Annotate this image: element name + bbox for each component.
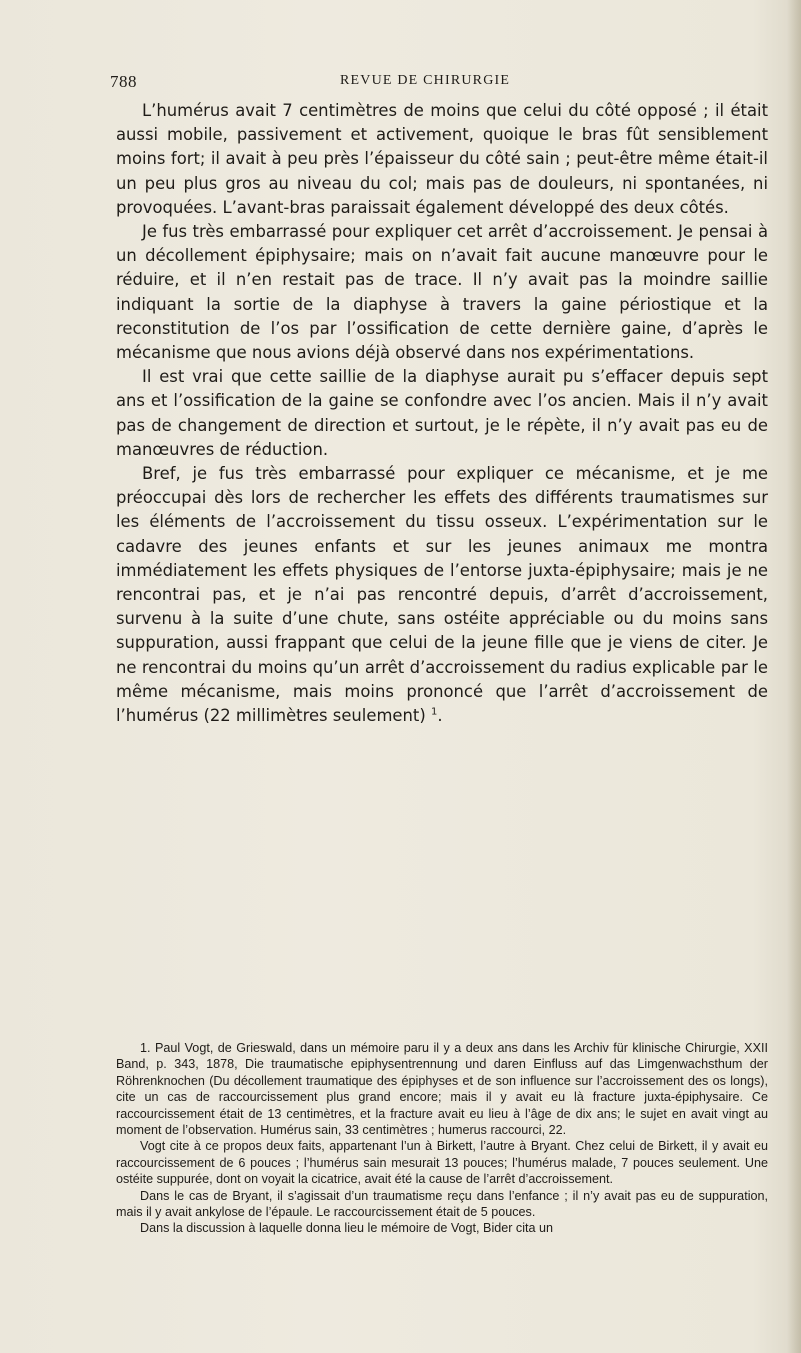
- paragraph-text: Bref, je fus très embarrassé pour expliquer ce mécanisme, et je me préoccupai dès lors de rechercher les effets des différents traumatismes sur les éléments de l’accroissement du tissu osseux. L’expérimentation sur le cadavre des jeunes enfants et sur les jeunes animaux me montra immédiatement les effets physiques de l’entorse juxta-épiphysaire; mais je ne rencontrai pas, et je n’ai pas rencontré depuis, d’arrêt d’accroissement, survenu à la suite d’une chute, sans ostéite appréciable ou du moins sans suppuration, aussi frappant que celui de la jeune fille que je viens de citer. Je ne rencontrai du moins qu’un arrêt d’accroissement du radius explicable par le même mécanisme, mais moins prononcé que l’arrêt d’accroissement de l’humérus (22 millimètres seulement): [116, 464, 768, 726]
- footnote-paragraph: Dans la discussion à laquelle donna lieu le mémoire de Vogt, Bider cita un: [140, 1221, 554, 1236]
- page-edge-shadow: [787, 0, 801, 1353]
- page-number: 788: [110, 72, 137, 91]
- main-text: [116, 99, 768, 728]
- footnotes: [116, 1040, 768, 1237]
- running-title: REVUE DE CHIRURGIE: [340, 73, 511, 88]
- paragraph: Je fus très embarrassé pour expliquer cet arrêt d’accroissement. Je pensai à un décollement épiphysaire; mais on n’avait fait aucune manœuvre pour le réduire, et il n’en restait pas de trace. Il n’y avait pas la moindre saillie indiquant la sortie de la diaphyse à travers la gaine périostique et la reconstitution de l’os par l’ossification de cette dernière gaine, d’après le mécanisme que nous avions déjà observé dans nos expérimentations.: [116, 222, 768, 363]
- footnote-paragraph: 1. Paul Vogt, de Grieswald, dans un mémoire paru il y a deux ans dans les Archiv für klinische Chirurgie, XXII Band, p. 343, 1878, Die traumatische epiphysentrennung und daren Einfluss auf das Limgenwachsthum der Röhrenknochen (Du décollement traumatique des épiphyses et de son influence sur l’accroissement des os longs), cite un cas de raccourcissement plus grand encore; mais il y avait eu là fracture juxta-épiphysaire. Ce raccourcissement était de 13 centimètres, et la fracture avait eu lieu à l’âge de dix ans; le sujet en avait vingt au moment de l’observation. Humérus sain, 33 centimètres ; humerus raccourci, 22.: [116, 1041, 768, 1138]
- page-header: [110, 72, 710, 96]
- paragraph: [116, 462, 768, 728]
- paragraph-end: .: [437, 706, 443, 726]
- footnote-marker: 1: [430, 706, 438, 718]
- footnote-paragraph: Dans le cas de Bryant, il s’agissait d’un traumatisme reçu dans l’enfance ; il n’y avait pas eu de suppuration, mais il y avait ankylose de l’épaule. Le raccourcissement était de 5 pouces.: [116, 1188, 768, 1220]
- paragraph: Il est vrai que cette saillie de la diaphyse aurait pu s’effacer depuis sept ans et l’ossification de la gaine se confondre avec l’os ancien. Mais il n’y avait pas de changement de direction et surtout, je le répète, il n’y avait pas eu de manœuvres de réduction.: [116, 367, 768, 459]
- paragraph: L’humérus avait 7 centimètres de moins que celui du côté opposé ; il était aussi mobile, passivement et activement, quoique le bras fût sensiblement moins fort; il avait à peu près l’épaisseur du côté sain ; peut-être même était-il un peu plus gros au niveau du col; mais pas de douleurs, ni spontanées, ni provoquées. L’avant-bras paraissait également développé des deux côtés.: [116, 101, 768, 217]
- footnote-paragraph: Vogt cite à ce propos deux faits, appartenant l’un à Birkett, l’autre à Bryant. Chez celui de Birkett, il y avait eu raccourcissement de 6 pouces ; l’humérus sain mesurait 13 pouces; l’humérus malade, 7 pouces seulement. Une ostéite suppurée, dont on voyait la cicatrice, avait été la cause de l’arrêt d’accroissement.: [116, 1139, 768, 1187]
